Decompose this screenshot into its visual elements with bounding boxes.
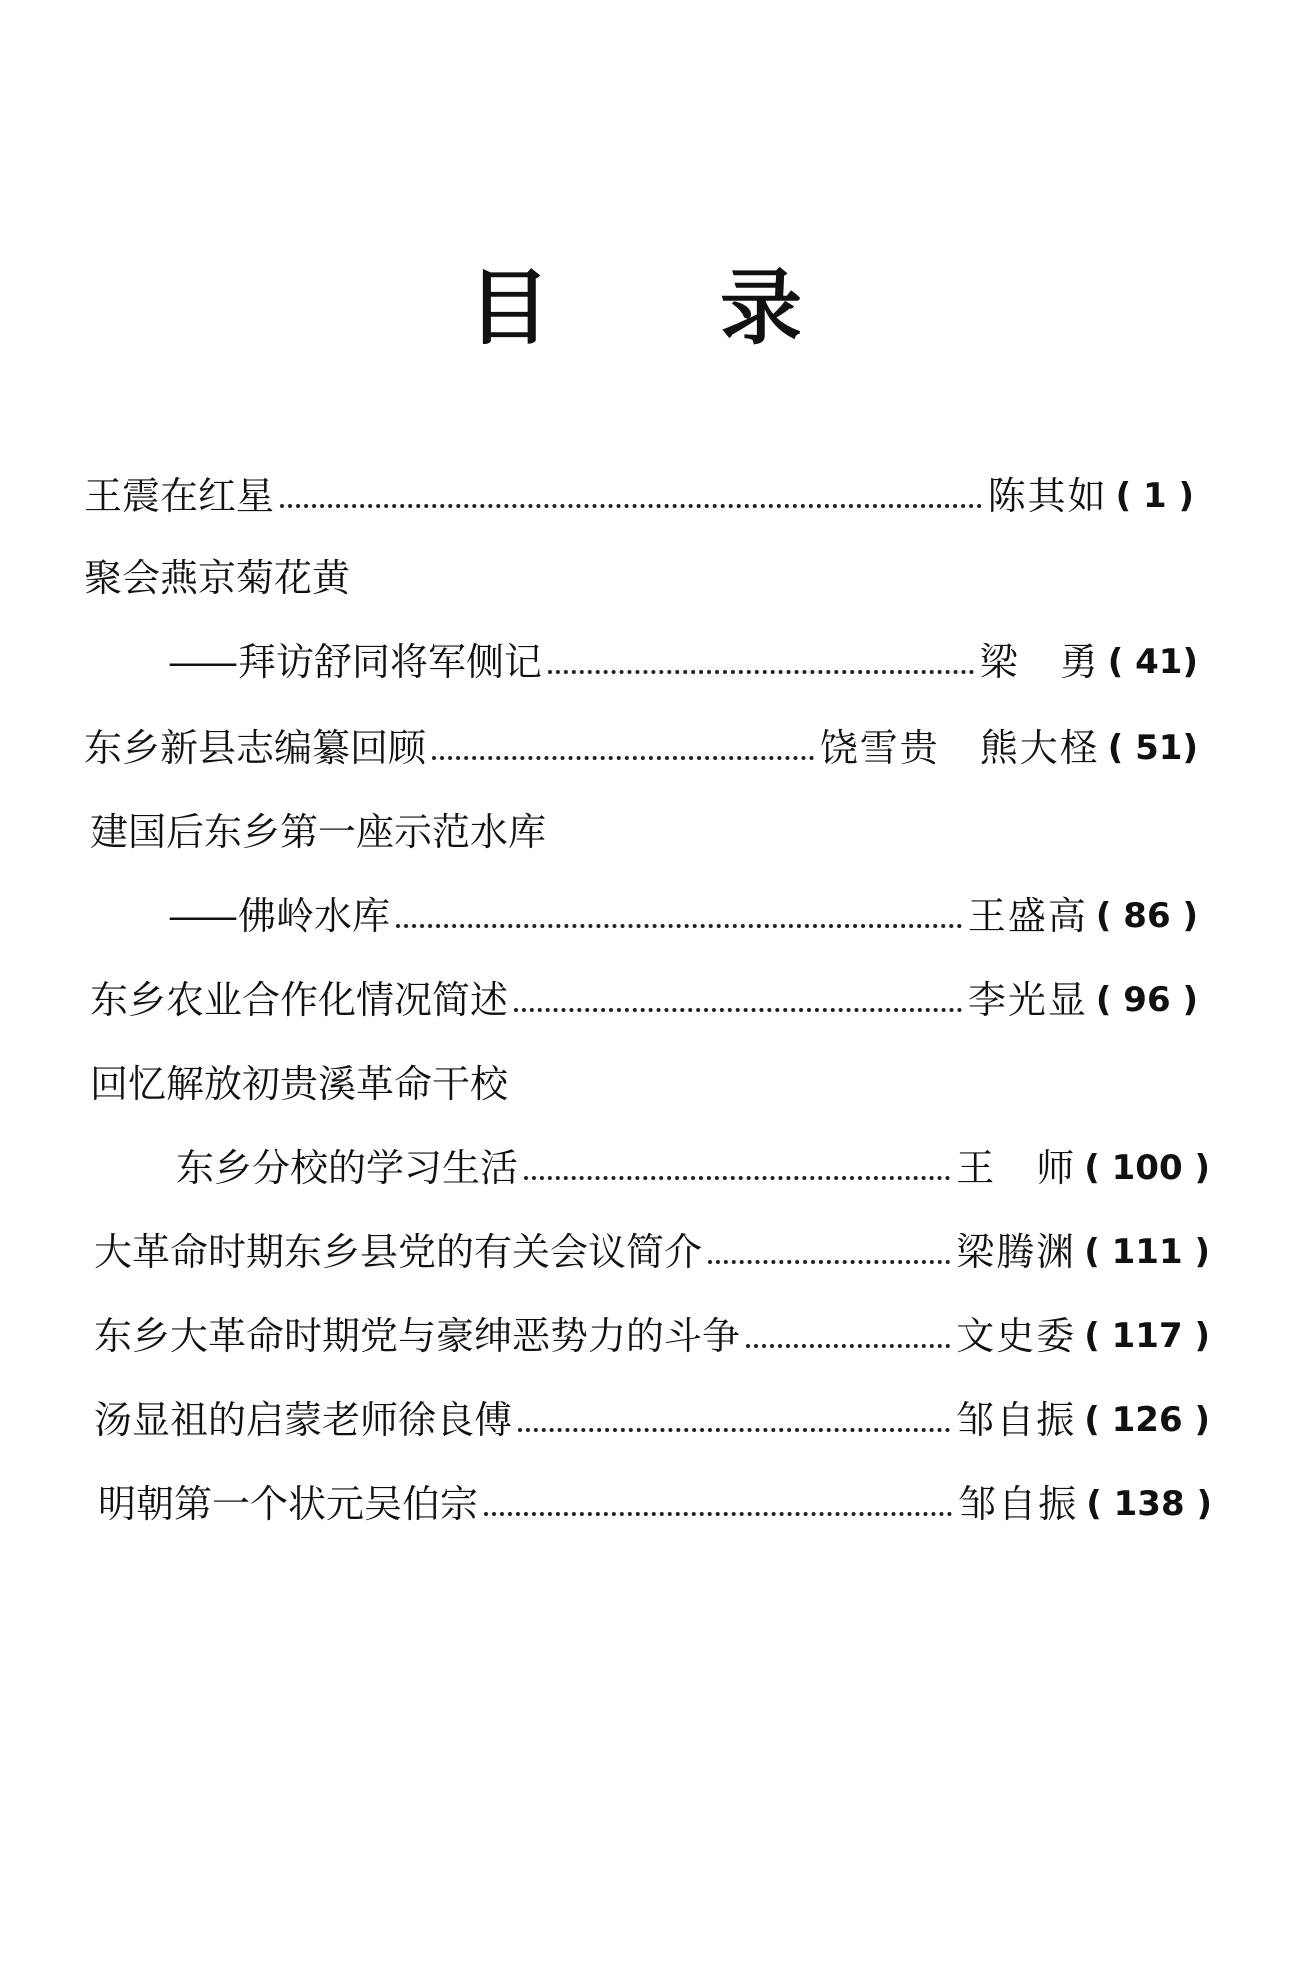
- entry-title: 汤显祖的启蒙老师徐良傅: [94, 1398, 513, 1442]
- entry-author: 饶雪贵 熊大柽: [819, 726, 1100, 770]
- em-dash: ——: [168, 894, 232, 938]
- toc-entry[interactable]: [84, 722, 1198, 774]
- dot-leader: [548, 666, 974, 674]
- dot-leader: [280, 500, 982, 508]
- entry-page-number: ( 41): [1107, 642, 1198, 682]
- dot-leader: [432, 752, 814, 760]
- dot-leader: [518, 1424, 950, 1432]
- entry-author: 文史委: [956, 1314, 1077, 1358]
- entry-page-number: ( 138 ): [1086, 1484, 1212, 1524]
- entry-title: 回忆解放初贵溪革命干校: [90, 1062, 509, 1106]
- entry-author: 梁 勇: [979, 640, 1100, 684]
- dot-leader: [514, 1004, 962, 1012]
- entry-page-number: ( 111 ): [1084, 1232, 1210, 1272]
- toc-entry[interactable]: [168, 890, 1198, 942]
- entry-page-number: ( 126 ): [1084, 1400, 1210, 1440]
- entry-title: 大革命时期东乡县党的有关会议简介: [94, 1230, 703, 1274]
- dot-leader: [708, 1256, 950, 1264]
- entry-subtitle: [168, 890, 390, 942]
- entry-subtitle: [168, 636, 542, 688]
- title-char-1: 目: [467, 261, 720, 356]
- entry-title: 明朝第一个状元吴伯宗: [98, 1482, 479, 1526]
- entry-author: 王 师: [956, 1146, 1077, 1190]
- entry-author: 梁腾渊: [956, 1230, 1077, 1274]
- toc-entry[interactable]: [84, 470, 1194, 522]
- em-dash: ——: [168, 640, 232, 684]
- entry-title: 东乡农业合作化情况简述: [90, 978, 509, 1022]
- toc-entry[interactable]: [94, 1310, 1210, 1362]
- entry-author: 陈其如: [987, 474, 1108, 518]
- dot-leader: [524, 1172, 950, 1180]
- dot-leader: [396, 920, 962, 928]
- toc-entry-heading[interactable]: [90, 806, 546, 858]
- entry-title: 聚会燕京菊花黄: [84, 556, 351, 600]
- entry-page-number: ( 1 ): [1115, 476, 1194, 516]
- toc-entry[interactable]: [90, 974, 1198, 1026]
- entry-author: 邹自振: [958, 1482, 1079, 1526]
- entry-title: 东乡大革命时期党与豪绅恶势力的斗争: [94, 1314, 741, 1358]
- entry-subtitle: 东乡分校的学习生活: [176, 1146, 519, 1190]
- toc-entry[interactable]: [94, 1394, 1210, 1446]
- toc-entry[interactable]: [176, 1142, 1210, 1194]
- entry-title: 王震在红星: [84, 474, 275, 518]
- entry-subtitle-text: 佛岭水库: [238, 894, 391, 938]
- dot-leader: [746, 1340, 950, 1348]
- title-char-2: 录: [720, 261, 973, 356]
- toc-entry-heading[interactable]: [84, 552, 350, 604]
- entry-page-number: ( 117 ): [1084, 1316, 1210, 1356]
- entry-author: 邹自振: [956, 1398, 1077, 1442]
- toc-entry-heading[interactable]: [90, 1058, 508, 1110]
- entry-author: 李光显: [967, 978, 1088, 1022]
- dot-leader: [484, 1508, 952, 1516]
- entry-page-number: ( 86 ): [1095, 896, 1198, 936]
- entry-author: 王盛高: [967, 894, 1088, 938]
- toc-entry[interactable]: [168, 636, 1198, 688]
- entry-page-number: ( 51): [1107, 728, 1198, 768]
- toc-entry[interactable]: [98, 1478, 1212, 1530]
- entry-title: 建国后东乡第一座示范水库: [90, 810, 547, 854]
- entry-page-number: ( 100 ): [1084, 1148, 1210, 1188]
- entry-title: 东乡新县志编纂回顾: [84, 726, 427, 770]
- toc-entry[interactable]: [94, 1226, 1210, 1278]
- entry-page-number: ( 96 ): [1095, 980, 1198, 1020]
- entry-subtitle-text: 拜访舒同将军侧记: [238, 640, 543, 684]
